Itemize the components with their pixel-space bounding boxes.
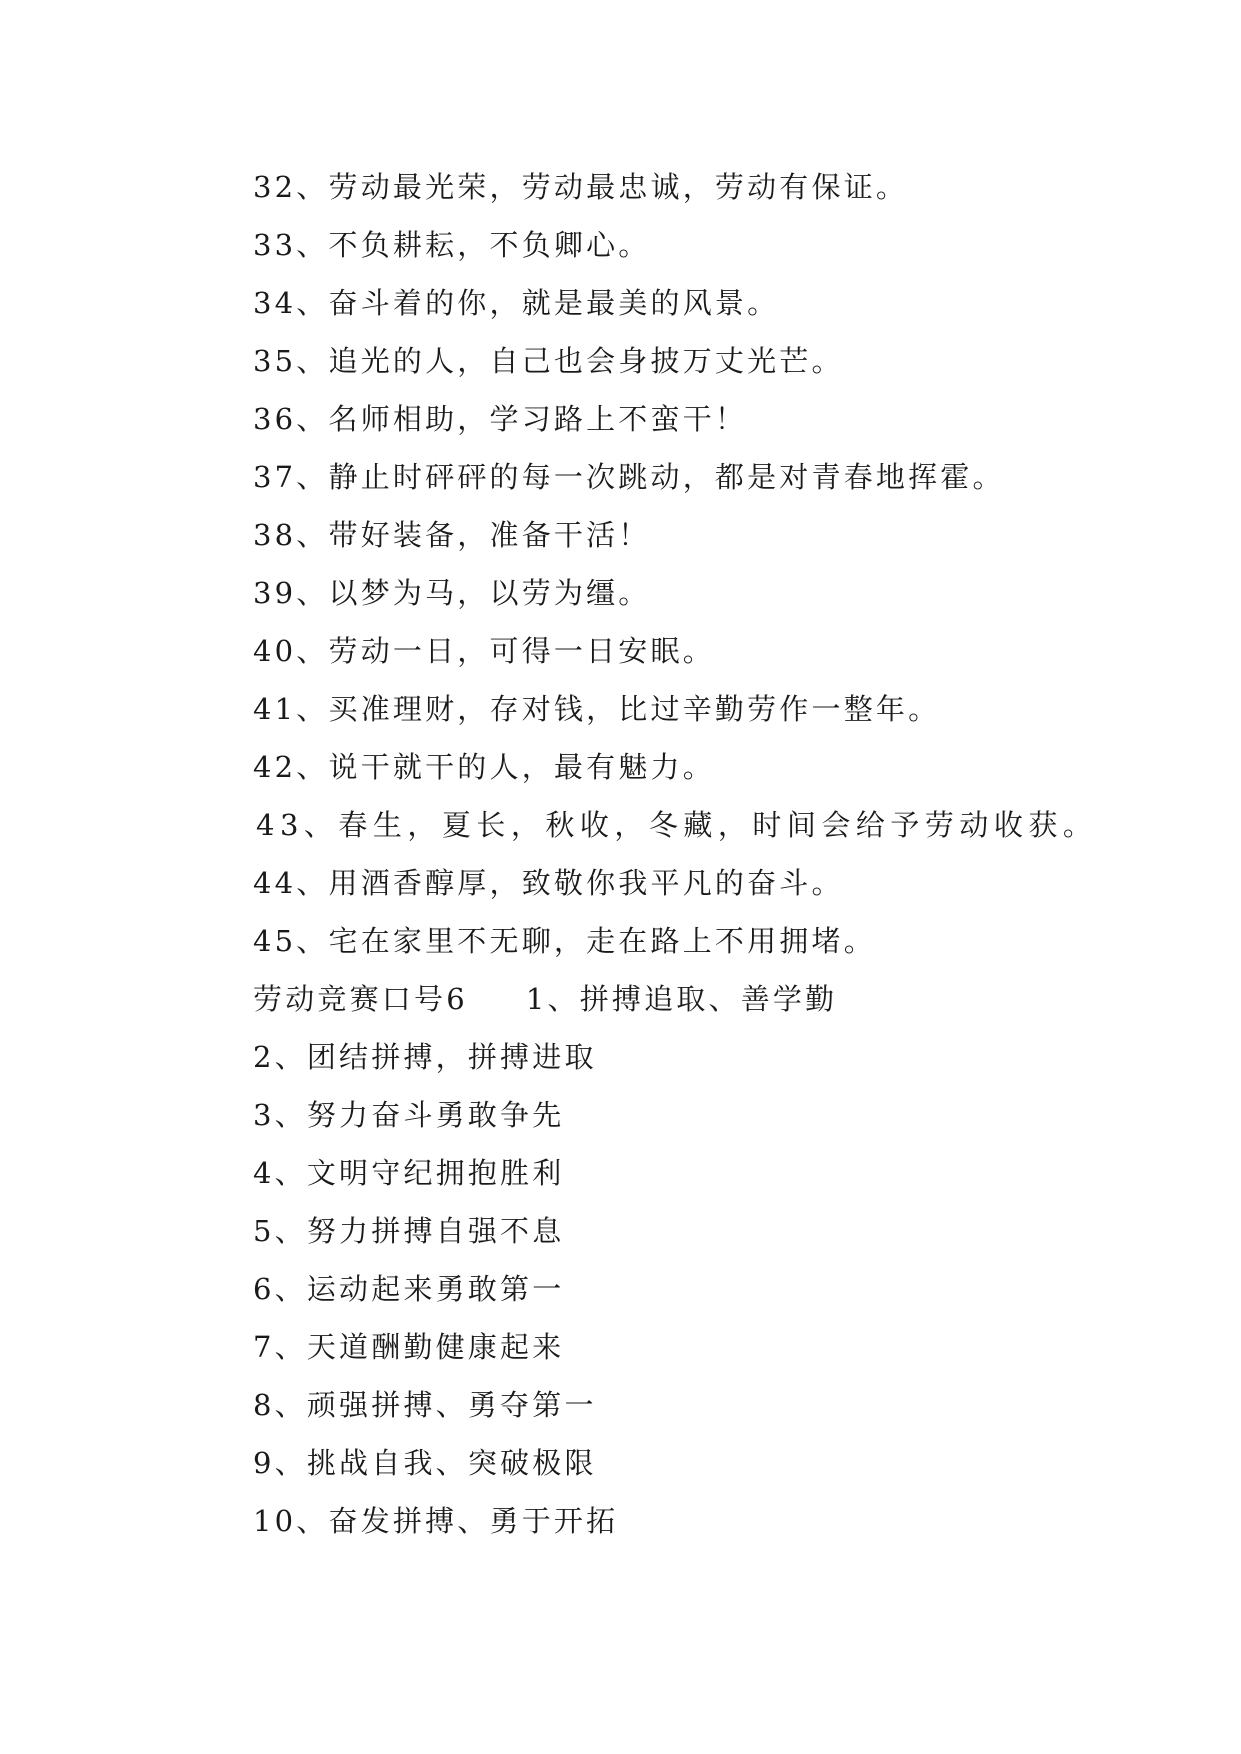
section-first-item: 1、拼搏追取、善学勤 — [525, 982, 838, 1016]
slogan-line-42: 42、说干就干的人，最有魅力。 — [253, 750, 715, 784]
slogan-line-44: 44、用酒香醇厚，致敬你我平凡的奋斗。 — [253, 866, 844, 900]
slogan-line-43: 43、春生，夏长，秋收，冬藏，时间会给予劳动收获。 — [256, 808, 1098, 842]
document-body — [253, 158, 1153, 1550]
section-heading-line — [253, 970, 1153, 1028]
slogan-line-34: 34、奋斗着的你，就是最美的风景。 — [253, 286, 780, 320]
slogan-line-39: 39、以梦为马，以劳为缰。 — [253, 576, 651, 610]
slogan-line-41: 41、买准理财，存对钱，比过辛勤劳作一整年。 — [253, 692, 941, 726]
slogan-line-38: 38、带好装备，准备干活！ — [253, 518, 651, 552]
slogan-line-33: 33、不负耕耘，不负卿心。 — [253, 228, 651, 262]
competition-slogan-2: 2、团结拼搏，拼搏进取 — [253, 1040, 597, 1074]
competition-slogan-10: 10、奋发拼搏、勇于开拓 — [253, 1504, 619, 1538]
competition-slogan-4: 4、文明守纪拥抱胜利 — [253, 1156, 565, 1190]
competition-slogan-6: 6、运动起来勇敢第一 — [253, 1272, 565, 1306]
slogan-line-45: 45、宅在家里不无聊，走在路上不用拥堵。 — [253, 924, 876, 958]
slogan-line-36: 36、名师相助，学习路上不蛮干！ — [253, 402, 748, 436]
competition-slogan-7: 7、天道酬勤健康起来 — [253, 1330, 565, 1364]
section-heading: 劳动竞赛口号6 — [253, 982, 468, 1016]
slogan-line-35: 35、追光的人，自己也会身披万丈光芒。 — [253, 344, 844, 378]
slogan-line-37: 37、静止时砰砰的每一次跳动，都是对青春地挥霍。 — [253, 460, 1005, 494]
competition-slogan-5: 5、努力拼搏自强不息 — [253, 1214, 565, 1248]
competition-slogan-8: 8、顽强拼搏、勇夺第一 — [253, 1388, 597, 1422]
competition-slogan-3: 3、努力奋斗勇敢争先 — [253, 1098, 565, 1132]
slogan-line-32: 32、劳动最光荣，劳动最忠诚，劳动有保证。 — [253, 170, 909, 204]
competition-slogan-9: 9、挑战自我、突破极限 — [253, 1446, 597, 1480]
slogan-line-40: 40、劳动一日，可得一日安眠。 — [253, 634, 715, 668]
